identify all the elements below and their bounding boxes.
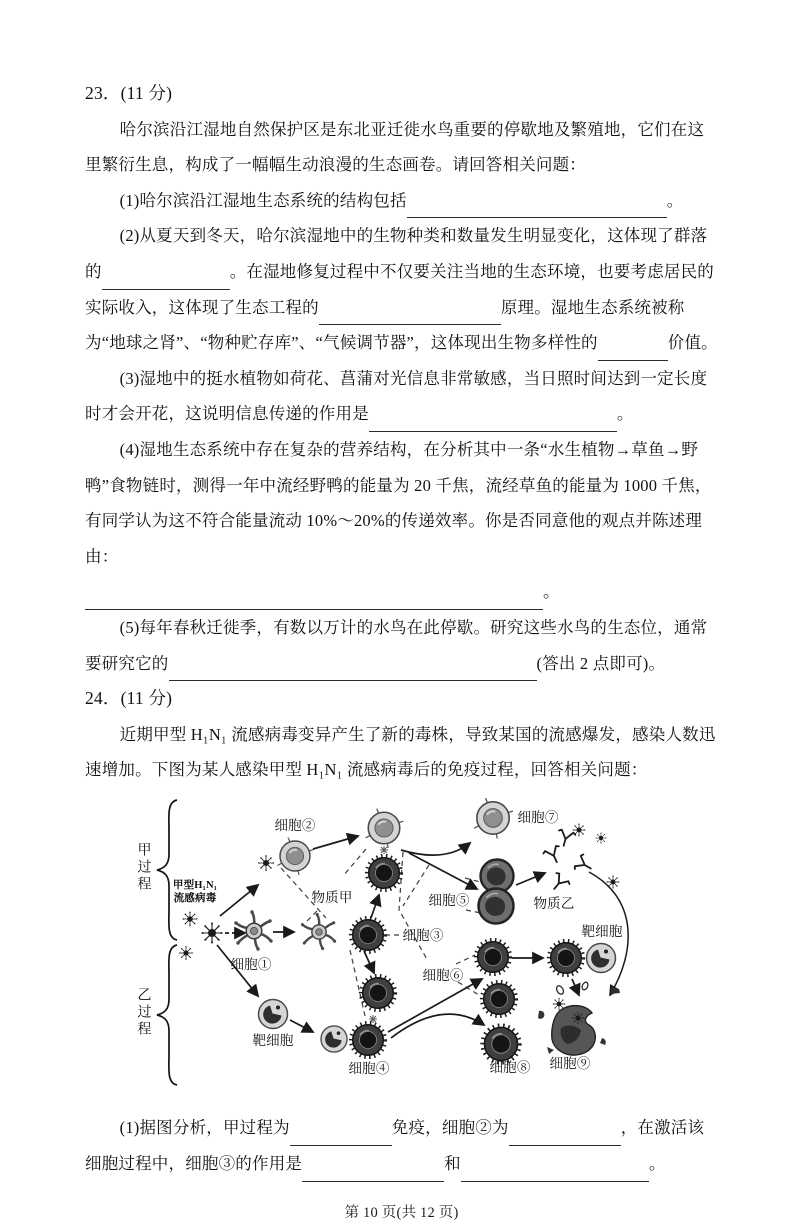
- dashed-line: [343, 849, 366, 876]
- answer-blank[interactable]: [102, 271, 230, 289]
- answer-blank[interactable]: [598, 342, 668, 360]
- q23-item2: [85, 218, 718, 360]
- cell-3-label: 细胞③: [402, 927, 444, 943]
- process-jia-label: 甲过程: [135, 841, 151, 893]
- arrow-cell3-up: [371, 895, 379, 918]
- answer-blank[interactable]: [302, 1163, 444, 1181]
- answer-blank[interactable]: [290, 1128, 392, 1146]
- attacking-cell: [549, 941, 584, 976]
- dashed-line: [465, 878, 480, 882]
- q24-number: 24．(11 分): [85, 688, 173, 709]
- cell-9-label: 细胞⑨: [549, 1055, 591, 1071]
- virus-icon: [258, 855, 274, 871]
- cell-4-label: 细胞④: [348, 1060, 390, 1076]
- cell-1: [234, 910, 272, 950]
- cell-1-label: 细胞①: [230, 956, 272, 972]
- contact-spark: [380, 846, 388, 854]
- cell-2-label: 细胞②: [274, 817, 316, 833]
- cell-7-label: 细胞⑦: [517, 809, 559, 825]
- q24-item1-text3: ，在激活该细胞过程中，细胞③的作用是: [85, 1118, 705, 1174]
- antibody-icon: [555, 829, 575, 848]
- dashed-line: [456, 955, 475, 964]
- debris: [538, 1011, 544, 1019]
- target-cell-left: [259, 999, 288, 1028]
- q23-item1-text: (1)哈尔滨沿江湿地生态系统的结构包括: [119, 190, 407, 210]
- virus-name-line2: 流感病毒: [173, 892, 217, 904]
- virus-icon: [596, 832, 607, 843]
- q23-item2-end: 价值。: [667, 333, 718, 353]
- answer-blank[interactable]: [319, 307, 501, 325]
- debris: [611, 987, 620, 994]
- dashed-line: [306, 911, 317, 922]
- q24-intro: 近期甲型 H₁N₁ 流感病毒变异产生了新的毒株，导致某国的流感爆发，感染人数迅速增加。下图为某人感染甲型 H₁N₁ 流感病毒后的免疫过程，回答相关问题：: [85, 724, 716, 780]
- cell-5-lower: [479, 888, 514, 923]
- q23-item4-end: 。: [543, 582, 560, 602]
- target-cell-right: [587, 943, 616, 972]
- q23-item4-text: (4)湿地生态系统中存在复杂的营养结构，在分析其中一条“水生植物→草鱼→野鸭”食物链时，测得一年中流经野鸭的能量为 20 千焦，流经草鱼的能量为 1000 千焦，有同学认为这不符合能量流动 10%～20%的传递效率。你是否同意他的观点并陈述理由：: [85, 439, 712, 566]
- q23-item2-text2: 。在湿地修复过程中不仅要关注当地的生态环境，也要考虑居民的实际收入，这体现了生态工程的: [85, 261, 715, 317]
- cytotoxic-cell-mid: [361, 976, 396, 1011]
- q23-item5-end: (答出 2 点即可)。: [536, 653, 666, 673]
- cell-8: [482, 1025, 519, 1062]
- answer-blank[interactable]: [509, 1128, 621, 1146]
- q23-item4-answerline: [85, 574, 718, 610]
- q24-item1-text1: (1)据图分析，甲过程为: [119, 1118, 290, 1138]
- dashed-line: [458, 982, 479, 995]
- target-cell-right-label: 靶细胞: [581, 923, 623, 939]
- target-cell-left-label: 靶细胞: [252, 1032, 294, 1048]
- q23-item5-text: (5)每年春秋迁徙季，有数以万计的水鸟在此停歇。研究这些水鸟的生态位，通常要研究它的: [85, 617, 708, 673]
- dashed-line: [399, 852, 428, 961]
- q24-item1: [85, 1110, 718, 1181]
- virus-icon: [183, 912, 198, 927]
- debris: [581, 981, 589, 990]
- q23-item2-text1: (2)从夏天到冬天，哈尔滨湿地中的生物种类和数量发生明显变化，这体现了群落的: [85, 226, 708, 281]
- substance-jia-label: 物质甲: [311, 889, 353, 905]
- diagram-svg: [113, 792, 773, 1090]
- contact-spark: [369, 1015, 377, 1023]
- arrow-attack-to-lysis: [572, 979, 579, 995]
- q23-item2-text3: 原理。湿地生态系统被称为“地球之肾”、“物种贮存库”、“气候调节器”，这体现出生物多样性的: [85, 297, 685, 353]
- antibody-icon: [548, 872, 571, 894]
- answer-blank[interactable]: [461, 1163, 649, 1181]
- cell-4: [351, 1023, 386, 1058]
- antigen-presenting-cell: [301, 913, 336, 950]
- immune-process-diagram: [113, 792, 718, 1103]
- q23-item1-end: 。: [666, 190, 684, 210]
- arrow-target-to-cell4: [290, 1020, 313, 1032]
- q23-item3-end: 。: [616, 404, 634, 424]
- virus-icon: [572, 823, 585, 836]
- arrow-cell4-to-cell8: [391, 1014, 484, 1038]
- cell-3: [351, 918, 386, 953]
- target-cell-bound: [321, 1026, 347, 1052]
- virus-name-line1: 甲型H₁N₁: [172, 879, 218, 891]
- cell-7: [474, 798, 513, 839]
- arrow-cell2-to-bcell: [313, 836, 358, 849]
- helper-cell-top: [367, 856, 402, 891]
- debris: [555, 984, 565, 995]
- cell-6-lower: [482, 982, 517, 1017]
- q23-item3: [85, 361, 718, 432]
- brace-process-jia: [157, 800, 177, 940]
- arrow-cell4-to-cell6: [388, 979, 482, 1032]
- cell-6-upper: [476, 940, 511, 975]
- q23-item4: [85, 432, 718, 574]
- cell-8-label: 细胞⑧: [489, 1059, 531, 1075]
- cell-6-label: 细胞⑥: [422, 967, 464, 983]
- q23-number: 23．(11 分): [85, 83, 173, 103]
- virus-icon: [179, 946, 193, 960]
- dashed-line: [403, 865, 429, 906]
- q23-item5: [85, 610, 718, 681]
- arrow-to-cell5: [409, 853, 477, 889]
- substance-yi-label: 物质乙: [533, 895, 575, 911]
- process-yi-label: 乙过程: [135, 986, 151, 1038]
- activated-b-cell: [366, 808, 404, 847]
- answer-blank[interactable]: [407, 200, 667, 218]
- engulfed-virus-icon: [572, 1012, 585, 1025]
- q23-item3-text: (3)湿地中的挺水植物如荷花、菖蒲对光信息非常敏感，当日照时间达到一定长度时才会开花，这说明信息传递的作用是: [85, 368, 708, 424]
- answer-blank[interactable]: [85, 592, 543, 610]
- cell-5-label: 细胞⑤: [428, 892, 470, 908]
- q23-item1: [85, 183, 718, 219]
- page-footer: 第 10 页(共 12 页): [344, 1204, 459, 1221]
- q24-item1-text2: 免疫，细胞②为: [391, 1118, 509, 1138]
- virus-icon: [202, 922, 223, 943]
- antibody-icon: [543, 845, 565, 866]
- debris: [547, 1047, 554, 1054]
- q23-intro: 哈尔滨沿江湿地自然保护区是东北亚迁徙水鸟重要的停歇地及繁殖地，它们在这里繁衍生息，构成了一幅幅生动浪漫的生态画卷。请回答相关问题：: [85, 119, 705, 175]
- answer-blank[interactable]: [369, 414, 617, 432]
- q24-item1-end: 。: [648, 1154, 666, 1174]
- brace-process-yi: [157, 945, 177, 1085]
- debris: [600, 1038, 606, 1045]
- antibody-icon: [574, 854, 595, 876]
- arrow-cell3-down: [364, 951, 374, 973]
- q24-item1-and: 和: [444, 1154, 461, 1174]
- answer-blank[interactable]: [169, 663, 537, 681]
- arrow-cell5-to-antibody: [516, 873, 545, 885]
